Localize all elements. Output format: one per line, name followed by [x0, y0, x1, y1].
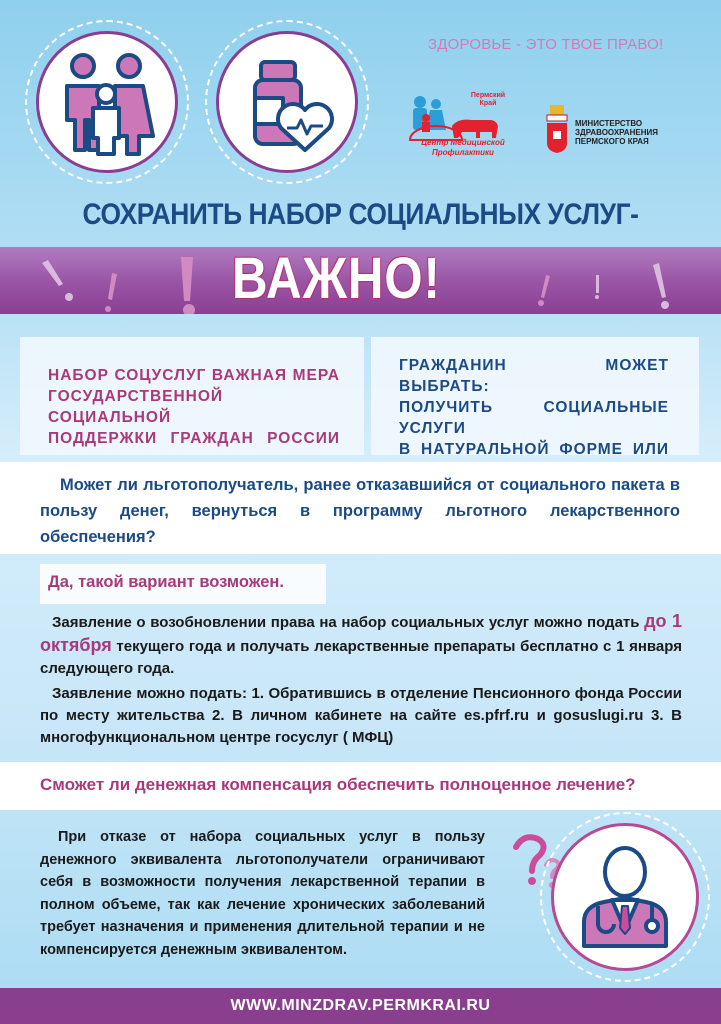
question-1-panel: [0, 462, 721, 554]
footer-website-link[interactable]: WWW.MINZDRAV.PERMKRAI.RU: [0, 988, 721, 1024]
medicine-icon-badge: [205, 20, 369, 184]
ministry-line2: ЗДРАВООХРАНЕНИЯ: [575, 128, 658, 137]
question-2: Сможет ли денежная компенсация обеспечить полноценное лечение?: [40, 775, 636, 794]
medicine-heart-icon: [219, 34, 355, 170]
logo-region-label: Пермский Край: [470, 92, 506, 107]
banner-important: ВАЖНО!: [232, 246, 441, 311]
answer-2-paragraph: При отказе от набора социальных услуг в пользу денежного эквивалента льготополучатели ограничивают себя в возможности получения лекарственной терапии в полном объеме, так как лечение хронических заболеваний требует назначения и применения длительной терапии и не компенсируется денежным эквивалентом.: [40, 829, 485, 958]
family-icon: [39, 34, 175, 170]
logo-center-name: Центр Медицинской Профилактики: [421, 138, 505, 157]
answer-1-heading-box: [40, 564, 326, 604]
ministry-line3: ПЕРМСКОГО КРАЯ: [575, 137, 649, 146]
info-box-measure: НАБОР СОЦУСЛУГ ВАЖНАЯ МЕРА ГОСУДАРСТВЕННОЙ СОЦИАЛЬНОЙ ПОДДЕРЖКИ ГРАЖДАН РОССИИ: [20, 337, 364, 455]
question-1: Может ли льготополучатель, ранее отказавшийся от социального пакета в пользу денег, вернуться в программу льготного лекарственного обеспечения?: [40, 476, 680, 546]
ministry-logo: [545, 105, 695, 155]
answer-1-heading: Да, такой вариант возможен.: [48, 573, 284, 591]
ministry-line1: МИНИСТЕРСТВО: [575, 119, 643, 128]
answer-1-paragraph-1: Заявление о возобновлении права на набор социальных услуг можно подать до 1 октября текущего года и получать лекарственные препараты бесплатно с 1 января следующего года.: [40, 611, 682, 677]
perm-coat-of-arms-icon: [545, 105, 569, 153]
answer-1-paragraph-2: Заявление можно подать: 1. Обратившись в отделение Пенсионного фонда России по месту жительства 2. В личном кабинете на сайте es.pfrf.ru и gosuslugi.ru 3. В многофункциональном центре госуслуг ( МФЦ): [40, 685, 682, 746]
question-2-panel: [0, 762, 721, 810]
doctor-icon-badge: [540, 812, 710, 982]
slogan: ЗДОРОВЬЕ - ЭТО ТВОЕ ПРАВО!: [428, 36, 664, 53]
family-icon-badge: [25, 20, 189, 184]
deadline-highlight: до 1 октября: [40, 611, 682, 655]
info-box-choice: ГРАЖДАНИН МОЖЕТ ВЫБРАТЬ: ПОЛУЧИТЬ СОЦИАЛЬНЫЕ УСЛУГИ В НАТУРАЛЬНОЙ ФОРМЕ ИЛИ: [371, 337, 699, 455]
page-title: СОХРАНИТЬ НАБОР СОЦИАЛЬНЫХ УСЛУГ-: [82, 198, 639, 231]
doctor-icon: [554, 826, 696, 968]
medical-prevention-logo: [408, 92, 518, 160]
